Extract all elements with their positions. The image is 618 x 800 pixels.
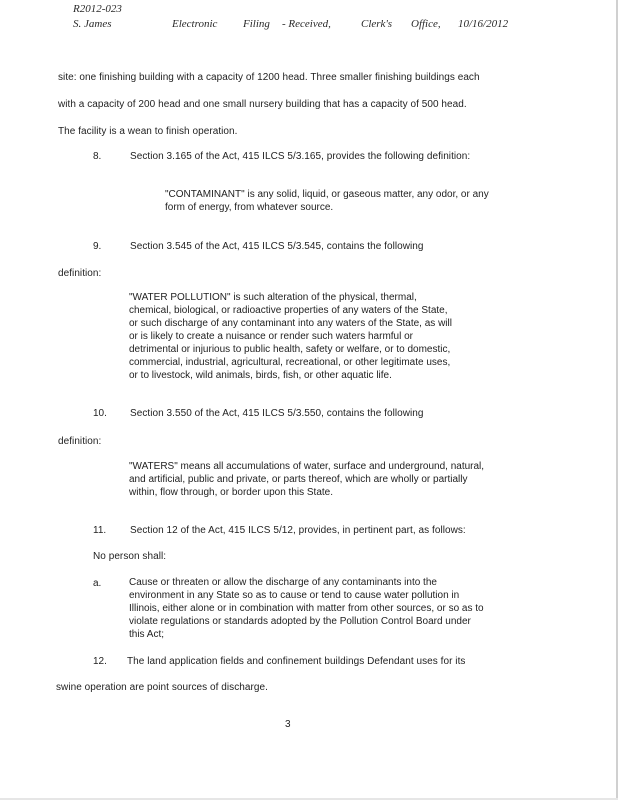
para8-number: 8.: [93, 151, 102, 162]
para9-quote-line: or to livestock, wild animals, birds, fish, or other aquatic life.: [129, 370, 392, 381]
para9-quote-line: or is likely to create a nuisance or render such waters harmful or: [129, 331, 414, 342]
para9-quote-line: chemical, biological, or radioactive properties of any waters of the State,: [129, 305, 448, 316]
para10-quote-line: and artificial, public and private, or parts thereof, which are wholly or partially: [129, 474, 468, 485]
stamp-clerks: Clerk's: [361, 18, 393, 30]
para10-quote-line: within, flow through, or border upon this State.: [129, 487, 334, 498]
stamp-electronic: Electronic: [172, 18, 218, 30]
para11-lead: No person shall:: [93, 551, 167, 562]
para9-quote: [129, 291, 452, 382]
filer-name: S. James: [73, 18, 112, 30]
para8-quote-line: form of energy, from whatever source.: [165, 202, 334, 213]
para11-item-line: violate regulations or standards adopted by the Pollution Control Board under: [129, 616, 471, 627]
para11-item: [129, 576, 484, 641]
para8-quote: [165, 188, 489, 214]
stamp-office: Office,: [411, 18, 441, 30]
para9-quote-line: commercial, industrial, agricultural, recreational, or other legitimate uses,: [129, 357, 451, 368]
stamp-received: - Received,: [282, 18, 331, 30]
para10-number: 10.: [93, 408, 107, 419]
para8-text: Section 3.165 of the Act, 415 ILCS 5/3.165, provides the following definition:: [130, 151, 471, 162]
para10-quote-line: "WATERS" means all accumulations of water, surface and underground, natural,: [129, 461, 485, 472]
para11-item-label: a.: [93, 578, 102, 589]
para11-item-line: Illinois, either alone or in combination with matter from other sources, or so as to: [129, 603, 484, 614]
para11-item-line: environment in any State so as to cause or tend to cause water pollution in: [129, 590, 460, 601]
para11-number: 11.: [93, 525, 107, 536]
para9-number: 9.: [93, 241, 102, 252]
docket-number: R2012-023: [73, 3, 122, 15]
para10-quote: [129, 460, 484, 499]
stamp-filing: Filing: [243, 18, 270, 30]
para9-text: Section 3.545 of the Act, 415 ILCS 5/3.545, contains the following: [130, 241, 424, 252]
para12-continuation: swine operation are point sources of discharge.: [56, 682, 268, 693]
para9-quote-line: detrimental or injurious to public health, safety or welfare, or to domestic,: [129, 344, 451, 355]
intro-line-3: The facility is a wean to finish operation.: [58, 126, 238, 137]
para9-quote-line: "WATER POLLUTION" is such alteration of the physical, thermal,: [129, 292, 417, 303]
page-number: 3: [285, 719, 291, 730]
para9-continuation: definition:: [58, 268, 102, 279]
para8-quote-line: "CONTAMINANT" is any solid, liquid, or gaseous matter, any odor, or any: [165, 189, 489, 200]
intro-line-1: site: one finishing building with a capacity of 1200 head. Three smaller finishing buildings each: [58, 72, 480, 83]
para12-number: 12.: [93, 656, 107, 667]
intro-line-2: with a capacity of 200 head and one small nursery building that has a capacity of 500 head.: [58, 99, 467, 110]
para10-continuation: definition:: [58, 436, 102, 447]
para9-quote-line: or such discharge of any contaminant into any waters of the State, as will: [129, 318, 452, 329]
stamp-date: 10/16/2012: [458, 18, 509, 30]
para10-text: Section 3.550 of the Act, 415 ILCS 5/3.550, contains the following: [130, 408, 424, 419]
para12-text: The land application fields and confinement buildings Defendant uses for its: [127, 656, 466, 667]
para11-text: Section 12 of the Act, 415 ILCS 5/12, provides, in pertinent part, as follows:: [130, 525, 466, 536]
para11-item-line: this Act;: [129, 629, 165, 640]
para11-item-line: Cause or threaten or allow the discharge of any contaminants into the: [129, 577, 437, 588]
